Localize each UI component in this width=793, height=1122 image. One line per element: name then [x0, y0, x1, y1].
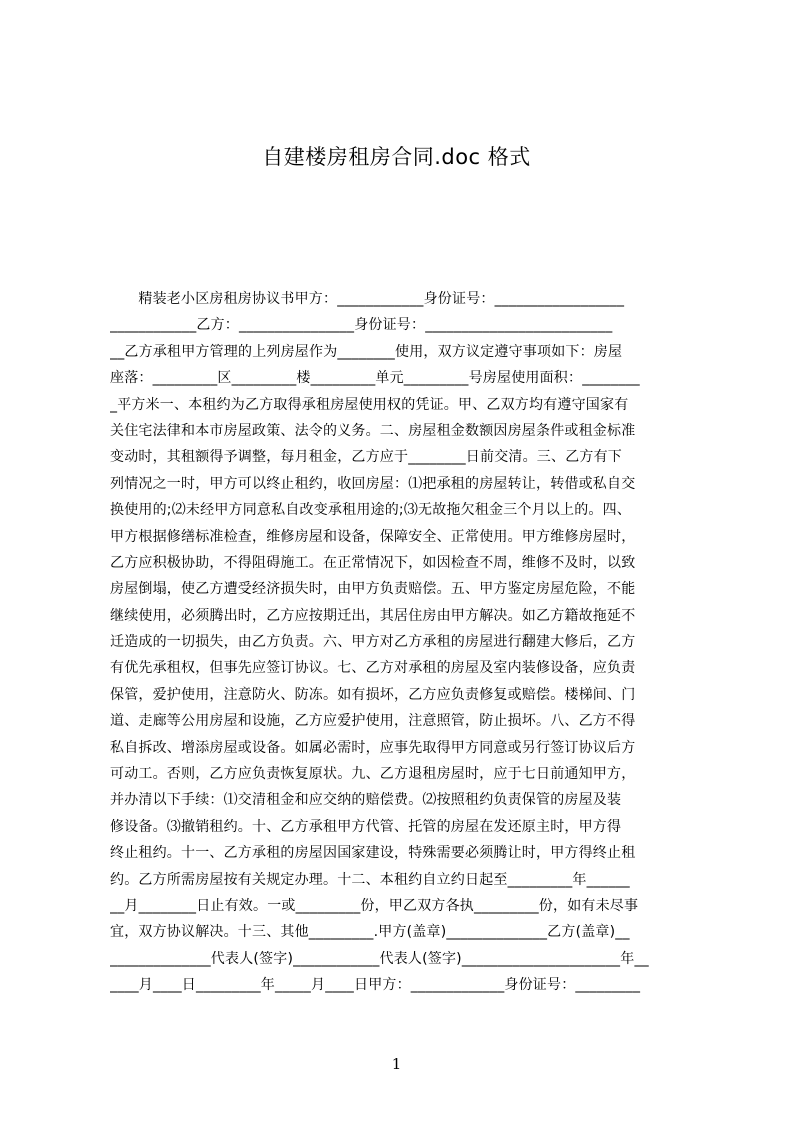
body-line: 变动时，其租额得予调整，每月租金，乙方应于________日前交清。三、乙方有下 — [110, 449, 622, 466]
body-line: 约。乙方所需房屋按有关规定办理。十二、本租约自立约日起至_________年______ — [110, 871, 630, 888]
body-line: ____________乙方：________________身份证号：__________________________ — [110, 317, 613, 334]
document-title: 自建楼房租房合同.doc 格式 — [262, 145, 531, 169]
body-line: 修设备。⑶撤销租约。十、乙方承租甲方代管、托管的房屋在发还原主时，甲方得 — [110, 818, 622, 835]
body-line: 宜，双方协议解决。十三、其他_________.甲方(盖章)______________乙方(盖章)__ — [110, 924, 630, 941]
body-line: 精装老小区房租房协议书甲方：____________身份证号：__________________ — [110, 291, 625, 307]
body-line: __月________日止有效。一或_________份，甲乙双方各执_________份，如有未尽事 — [110, 897, 639, 914]
body-line: 甲方根据修缮标准检查，维修房屋和设备，保障安全、正常使用。甲方维修房屋时， — [110, 528, 636, 545]
body-line: 可动工。否则，乙方应负责恢复原状。九、乙方退租房屋时，应于七日前通知甲方， — [110, 766, 636, 783]
body-line: _平方米一、本租约为乙方取得承租房屋使用权的凭证。甲、乙双方均有遵守国家有 — [110, 396, 629, 413]
body-line: 座落：_________区_________楼_________单元_________号房屋使用面积：________ — [110, 370, 640, 387]
body-line: 道、走廊等公用房屋和设施，乙方应爱护使用，注意照管，防止损坏。八、乙方不得 — [110, 713, 636, 730]
body-line: 终止租约。十一、乙方承租的房屋因国家建设，特殊需要必须腾让时，甲方得终止租 — [110, 845, 636, 862]
body-line: ____月____日_________年_____月____日甲方：_____________身份证号：_________ — [110, 977, 641, 994]
page-number: 1 — [391, 1055, 402, 1073]
body-line: 列情况之一时，甲方可以终止租约，收回房屋：⑴把承租的房屋转让，转借或私自交 — [110, 475, 636, 492]
body-line: __乙方承租甲方管理的上列房屋作为________使用，双方议定遵守事项如下：房屋 — [110, 343, 623, 360]
body-line: 私自拆改、增添房屋或设备。如属必需时，应事先取得甲方同意或另行签订协议后方 — [110, 739, 636, 756]
body-line: 房屋倒塌，使乙方遭受经济损失时，由甲方负责赔偿。五、甲方鉴定房屋危险，不能 — [110, 581, 636, 598]
body-line: 继续使用，必须腾出时，乙方应按期迁出，其居住房由甲方解决。如乙方籍故拖延不 — [110, 607, 636, 624]
body-line: 关住宅法律和本市房屋政策、法令的义务。二、房屋租金数额因房屋条件或租金标准 — [110, 422, 636, 439]
body-line: 并办清以下手续：⑴交清租金和应交纳的赔偿费。⑵按照租约负责保管的房屋及装 — [110, 792, 622, 809]
body-line: 保管，爱护使用，注意防火、防冻。如有损坏，乙方应负责修复或赔偿。楼梯间、门 — [110, 686, 636, 703]
body-line: 乙方应积极协助，不得阻碍施工。在正常情况下，如因检查不周，维修不及时，以致 — [110, 554, 636, 571]
body-line: ______________代表人(签字)____________代表人(签字)______________________年__ — [110, 950, 649, 967]
body-line: 换使用的;⑵未经甲方同意私自改变承租用途的;⑶无故拖欠租金三个月以上的。四、 — [110, 502, 632, 519]
body-line: 有优先承租权，但事先应签订协议。七、乙方对承租的房屋及室内装修设备，应负责 — [110, 660, 636, 677]
body-line: 迁造成的一切损失，由乙方负责。六、甲方对乙方承租的房屋进行翻建大修后，乙方 — [110, 634, 636, 651]
contract-body — [110, 286, 700, 1010]
